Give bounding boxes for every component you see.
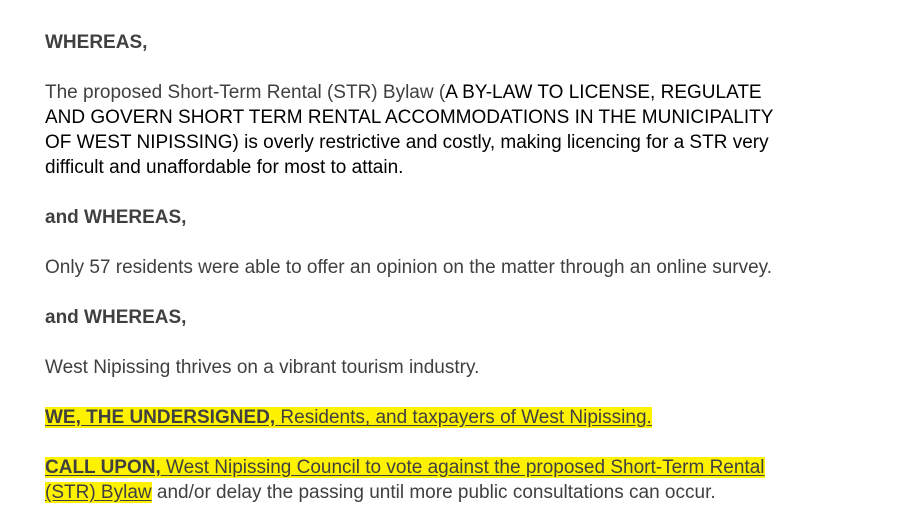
call-upon-bold: CALL UPON, [45,457,161,478]
whereas-heading-2: and WHEREAS, [45,207,187,228]
bylaw-title-text: AND GOVERN SHORT TERM RENTAL ACCOMMODATIONS IN THE MUNICIPALITY [45,107,774,128]
paragraph-survey: Only 57 residents were able to offer an opinion on the matter through an online survey. [45,257,773,278]
undersigned-statement [45,405,895,430]
bylaw-title-text: A BY-LAW TO LICENSE, REGULATE [445,82,762,103]
whereas-heading-1: WHEREAS, [45,32,148,53]
call-upon-rest: and/or delay the passing until more public consultations can occur. [151,482,716,503]
paragraph-tourism: West Nipissing thrives on a vibrant tourism industry. [45,357,480,378]
paragraph-str-bylaw [45,80,895,180]
paragraph-text: The proposed Short-Term Rental (STR) Bylaw ( [45,82,446,103]
call-upon-bylaw: (STR) Bylaw [45,482,152,503]
petition-document [45,30,895,530]
undersigned-text: Residents, and taxpayers of West Nipissing. [275,407,652,428]
paragraph-text: difficult and unaffordable for most to attain. [45,157,404,178]
whereas-heading-3: and WHEREAS, [45,307,187,328]
paragraph-text: OF WEST NIPISSING) is overly restrictive and costly, making licencing for a STR very [45,132,769,153]
undersigned-bold: WE, THE UNDERSIGNED, [45,407,276,428]
call-upon-statement [45,455,895,505]
call-upon-text: West Nipissing Council to vote against the proposed Short-Term Rental [160,457,765,478]
